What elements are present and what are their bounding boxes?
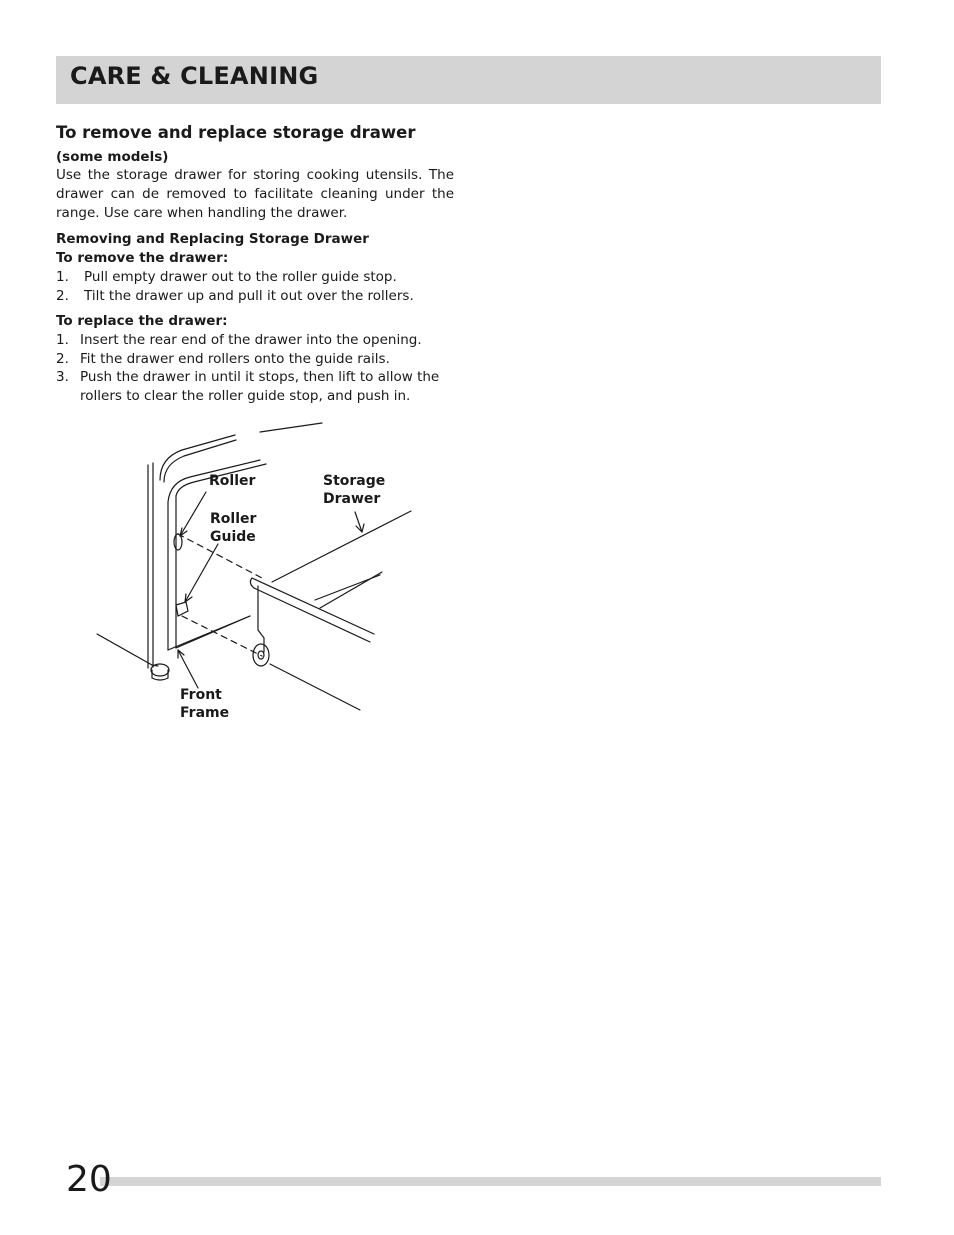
- list-item: 2. Fit the drawer end rollers onto the guide rails.: [56, 350, 390, 367]
- list-item: 1. Pull empty drawer out to the roller guide stop.: [56, 269, 397, 285]
- drawer-diagram: [90, 420, 420, 730]
- remove-heading: To remove the drawer:: [56, 250, 229, 266]
- list-item: 3. Push the drawer in until it stops, then lift to allow the rollers to clear the roller guide stop, and push in.: [56, 369, 440, 404]
- list-item: 2. Tilt the drawer up and pull it out over the rollers.: [56, 287, 414, 304]
- list-item: 1. Insert the rear end of the drawer into the opening.: [56, 332, 422, 349]
- remove-steps-list: [56, 268, 454, 305]
- header-bar: [56, 56, 881, 104]
- subsection-heading: Removing and Replacing Storage Drawer: [56, 231, 369, 247]
- footer-rule: [100, 1177, 881, 1186]
- models-note: (some models): [56, 149, 169, 165]
- section-title: To remove and replace storage drawer: [56, 123, 416, 142]
- intro-paragraph: Use the storage drawer for storing cooking utensils. The drawer can de removed to facilitate cleaning under the range. Use care when handling the drawer.: [56, 167, 454, 221]
- page-title: CARE & CLEANING: [70, 62, 319, 90]
- drawer-illustration: [90, 420, 420, 730]
- replace-steps-list: [56, 331, 454, 405]
- roller-guide-label: Roller Guide: [210, 511, 257, 545]
- roller-label: Roller: [209, 473, 256, 489]
- storage-drawer-label: Storage Drawer: [323, 473, 386, 507]
- section-content: [56, 122, 454, 406]
- page-number: 20: [66, 1159, 112, 1200]
- replace-heading: To replace the drawer:: [56, 313, 228, 330]
- front-frame-label: Front Frame: [180, 687, 230, 721]
